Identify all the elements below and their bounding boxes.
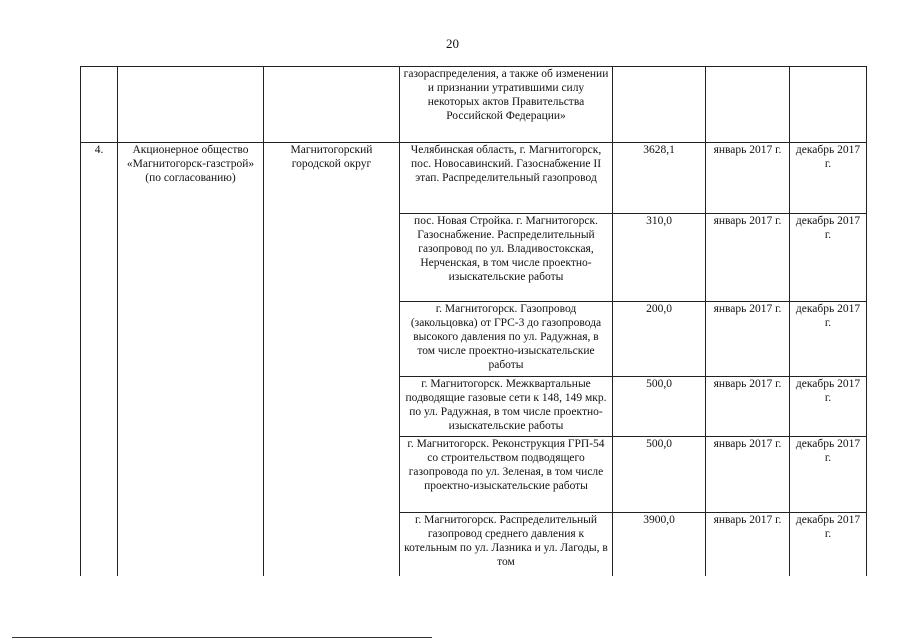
entry-number: 4. (81, 143, 118, 576)
program-table (80, 66, 867, 576)
object-amount: 3900,0 (613, 513, 706, 576)
object-name: г. Магнитогорск. Межквартальные подводящие газовые сети к 148, 149 мкр. по ул. Радужная, в том числе проектно-изыскательские работы (400, 377, 613, 437)
entry-municipality: Магнитогорский городской округ (264, 143, 400, 576)
end-cell (790, 67, 867, 143)
object-cell: газораспределения, а также об изменении и признании утратившими силу некоторых актов Правительства Российской Федерации» (400, 67, 613, 143)
municipality-cell (264, 67, 400, 143)
object-amount: 3628,1 (613, 143, 706, 214)
object-amount: 310,0 (613, 214, 706, 302)
object-start: январь 2017 г. (706, 513, 790, 576)
table-row (81, 143, 867, 214)
object-start: январь 2017 г. (706, 143, 790, 214)
object-start: январь 2017 г. (706, 437, 790, 513)
object-name: г. Магнитогорск. Реконструкция ГРП-54 со строительством подводящего газопровода по ул. Зеленая, в том числе проектно-изыскательские работы (400, 437, 613, 513)
organization-cell (118, 67, 264, 143)
object-end: декабрь 2017 г. (790, 302, 867, 377)
object-end: декабрь 2017 г. (790, 214, 867, 302)
object-start: январь 2017 г. (706, 214, 790, 302)
page-number: 20 (446, 36, 459, 51)
object-amount: 200,0 (613, 302, 706, 377)
object-name: г. Магнитогорск. Газопровод (закольцовка) от ГРС-3 до газопровода высокого давления по ул. Радужная, в том числе проектно-изыскательские работы (400, 302, 613, 377)
amount-cell (613, 67, 706, 143)
object-end: декабрь 2017 г. (790, 143, 867, 214)
object-name: Челябинская область, г. Магнитогорск, пос. Новосавинский. Газоснабжение II этап. Распределительный газопровод (400, 143, 613, 214)
object-start: январь 2017 г. (706, 377, 790, 437)
object-amount: 500,0 (613, 377, 706, 437)
footer-divider (12, 637, 432, 638)
object-name: пос. Новая Стройка. г. Магнитогорск. Газоснабжение. Распределительный газопровод по ул. Владивостокская, Нерченская, в том числе проектно-изыскательские работы (400, 214, 613, 302)
object-name: г. Магнитогорск. Распределительный газопровод среднего давления к котельным по ул. Лазника и ул. Лагоды, в том (400, 513, 613, 576)
object-end: декабрь 2017 г. (790, 513, 867, 576)
object-start: январь 2017 г. (706, 302, 790, 377)
continuation-row (81, 67, 867, 143)
object-end: декабрь 2017 г. (790, 437, 867, 513)
object-end: декабрь 2017 г. (790, 377, 867, 437)
entry-organization: Акционерное общество «Магнитогорск-газстрой» (по согласованию) (118, 143, 264, 576)
object-amount: 500,0 (613, 437, 706, 513)
number-cell (81, 67, 118, 143)
start-cell (706, 67, 790, 143)
